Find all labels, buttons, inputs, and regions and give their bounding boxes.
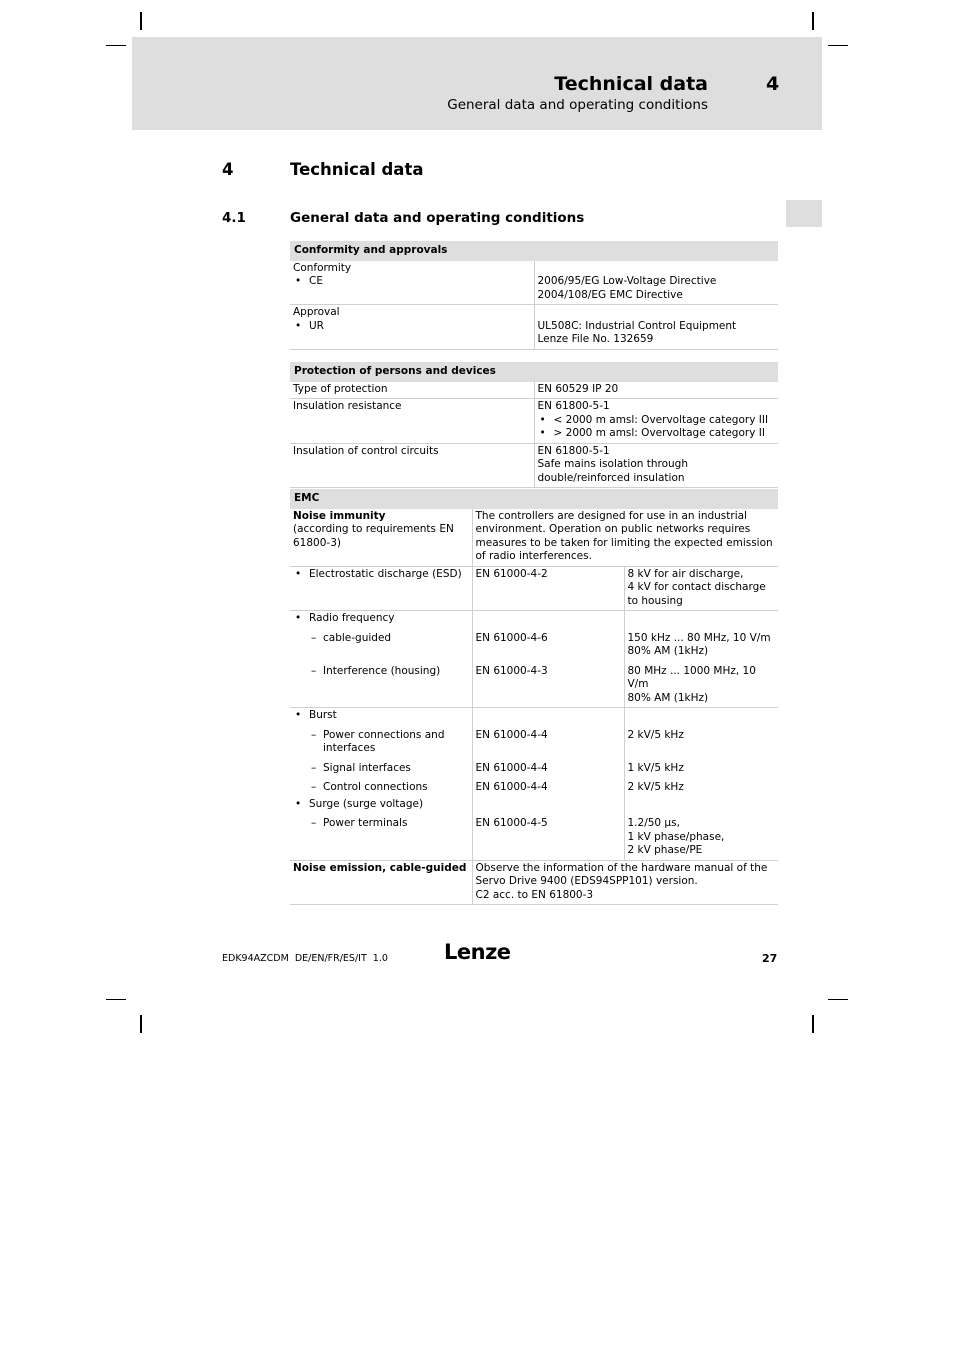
row-value: 2 kV/5 kHz (627, 781, 684, 793)
table-row (290, 611, 778, 708)
table-section-header: EMC (290, 489, 778, 509)
row-value: 2 kV phase/PE (627, 844, 703, 856)
row-label: Insulation of control circuits (290, 443, 534, 488)
row-standard: EN 61000-4-4 (475, 728, 548, 741)
header-title: Technical data (554, 73, 708, 95)
header-chapter-number: 4 (766, 73, 780, 95)
row-value: 80% AM (1kHz) (627, 691, 709, 704)
crop-mark (140, 1015, 142, 1033)
crop-mark (106, 999, 126, 1000)
table-row (290, 797, 778, 861)
protection-table (290, 362, 778, 488)
row-value: 150 kHz ... 80 MHz, 10 V/m (627, 631, 771, 644)
table-row (290, 443, 778, 488)
crop-mark (828, 999, 848, 1000)
row-label: Noise immunity (293, 509, 386, 522)
row-value: C2 acc. to EN 61800-3 (475, 888, 594, 901)
crop-mark (106, 45, 126, 46)
row-label: Type of protection (290, 382, 534, 399)
emc-table (290, 489, 778, 905)
header-band (132, 37, 822, 130)
table-section-header: Protection of persons and devices (290, 362, 778, 382)
row-value: 2 kV/5 kHz (627, 728, 684, 741)
conformity-table (290, 241, 778, 350)
row-value: Observe the information of the hardware manual of the Servo Drive 9400 (EDS94SPP101) version. (475, 861, 768, 887)
row-bullet: • Electrostatic discharge (ESD) (293, 568, 469, 582)
table-row (290, 305, 778, 350)
section-number: 4 (222, 160, 234, 179)
row-value: EN 61800-5-1 (537, 444, 610, 457)
row-value: Safe mains isolation through double/reinforced insulation (537, 458, 689, 484)
page-number: 27 (762, 952, 778, 965)
crop-mark (812, 12, 814, 30)
table-row (290, 860, 778, 905)
row-standard: EN 61000-4-6 (475, 631, 548, 644)
row-bullet: • CE (293, 275, 531, 289)
lenze-logo: Lenze (444, 940, 511, 964)
row-standard: EN 61000-4-5 (475, 817, 548, 829)
row-dash: – Control connections (293, 781, 469, 795)
row-note: (according to requirements EN 61800-3) (293, 523, 454, 549)
footer-doc-id: EDK94AZCDM DE/EN/FR/ES/IT 1.0 (222, 953, 388, 964)
row-standard: EN 61000-4-4 (475, 781, 548, 793)
row-standard: EN 61000-4-4 (475, 761, 548, 774)
row-standard: EN 61000-4-3 (475, 664, 548, 677)
row-value: 1 kV/5 kHz (627, 761, 684, 774)
row-value: 2004/108/EG EMC Directive (537, 288, 683, 301)
section-title: Technical data (290, 160, 424, 179)
row-bullet: • Burst (293, 709, 469, 723)
row-value: 80% AM (1kHz) (627, 645, 709, 657)
row-bullet: • < 2000 m amsl: Overvoltage category III (538, 414, 776, 428)
crop-mark (828, 45, 848, 46)
row-value: Lenze File No. 132659 (537, 333, 654, 345)
row-dash: – cable-guided (293, 632, 469, 646)
table-row (290, 261, 778, 305)
row-value: The controllers are designed for use in an industrial environment. Operation on public networks requires measures to be taken for limiting the expected emission of radio interferences. (472, 509, 778, 567)
row-value: EN 60529 IP 20 (534, 382, 778, 399)
table-section-header: Conformity and approvals (290, 241, 778, 261)
table-row (290, 566, 778, 611)
row-bullet: • > 2000 m amsl: Overvoltage category II (538, 427, 776, 441)
row-label: Noise emission, cable-guided (290, 860, 472, 905)
table-row (290, 399, 778, 444)
subsection-number: 4.1 (222, 210, 246, 226)
row-dash: – Signal interfaces (293, 762, 469, 776)
row-standard: EN 61000-4-2 (472, 566, 624, 611)
row-value: 4 kV for contact discharge to housing (627, 581, 766, 607)
chapter-side-tab (786, 200, 822, 227)
row-bullet: • UR (293, 320, 531, 334)
row-value: 1 kV phase/phase, (627, 830, 725, 843)
row-dash: – Interference (housing) (293, 665, 469, 679)
row-bullet: • Surge (surge voltage) (293, 798, 469, 812)
row-value: 80 MHz ... 1000 MHz, 10 V/m (627, 664, 756, 690)
row-label: Approval (293, 306, 340, 318)
table-row (290, 509, 778, 567)
subsection-title: General data and operating conditions (290, 210, 585, 226)
row-value: EN 61800-5-1 (537, 400, 610, 412)
row-value: 8 kV for air discharge, (627, 567, 744, 580)
row-bullet: • Radio frequency (293, 612, 469, 626)
row-value: 1.2/50 µs, (627, 817, 680, 829)
table-row (290, 708, 778, 797)
header-subtitle: General data and operating conditions (447, 97, 708, 113)
row-label: Insulation resistance (290, 399, 534, 444)
row-value: 2006/95/EG Low-Voltage Directive (537, 275, 717, 287)
crop-mark (812, 1015, 814, 1033)
row-value: UL508C: Industrial Control Equipment (537, 319, 737, 332)
row-label: Conformity (293, 261, 352, 274)
row-dash: – Power connections and interfaces (293, 729, 469, 756)
crop-mark (140, 12, 142, 30)
row-dash: – Power terminals (293, 817, 469, 831)
table-row (290, 382, 778, 399)
